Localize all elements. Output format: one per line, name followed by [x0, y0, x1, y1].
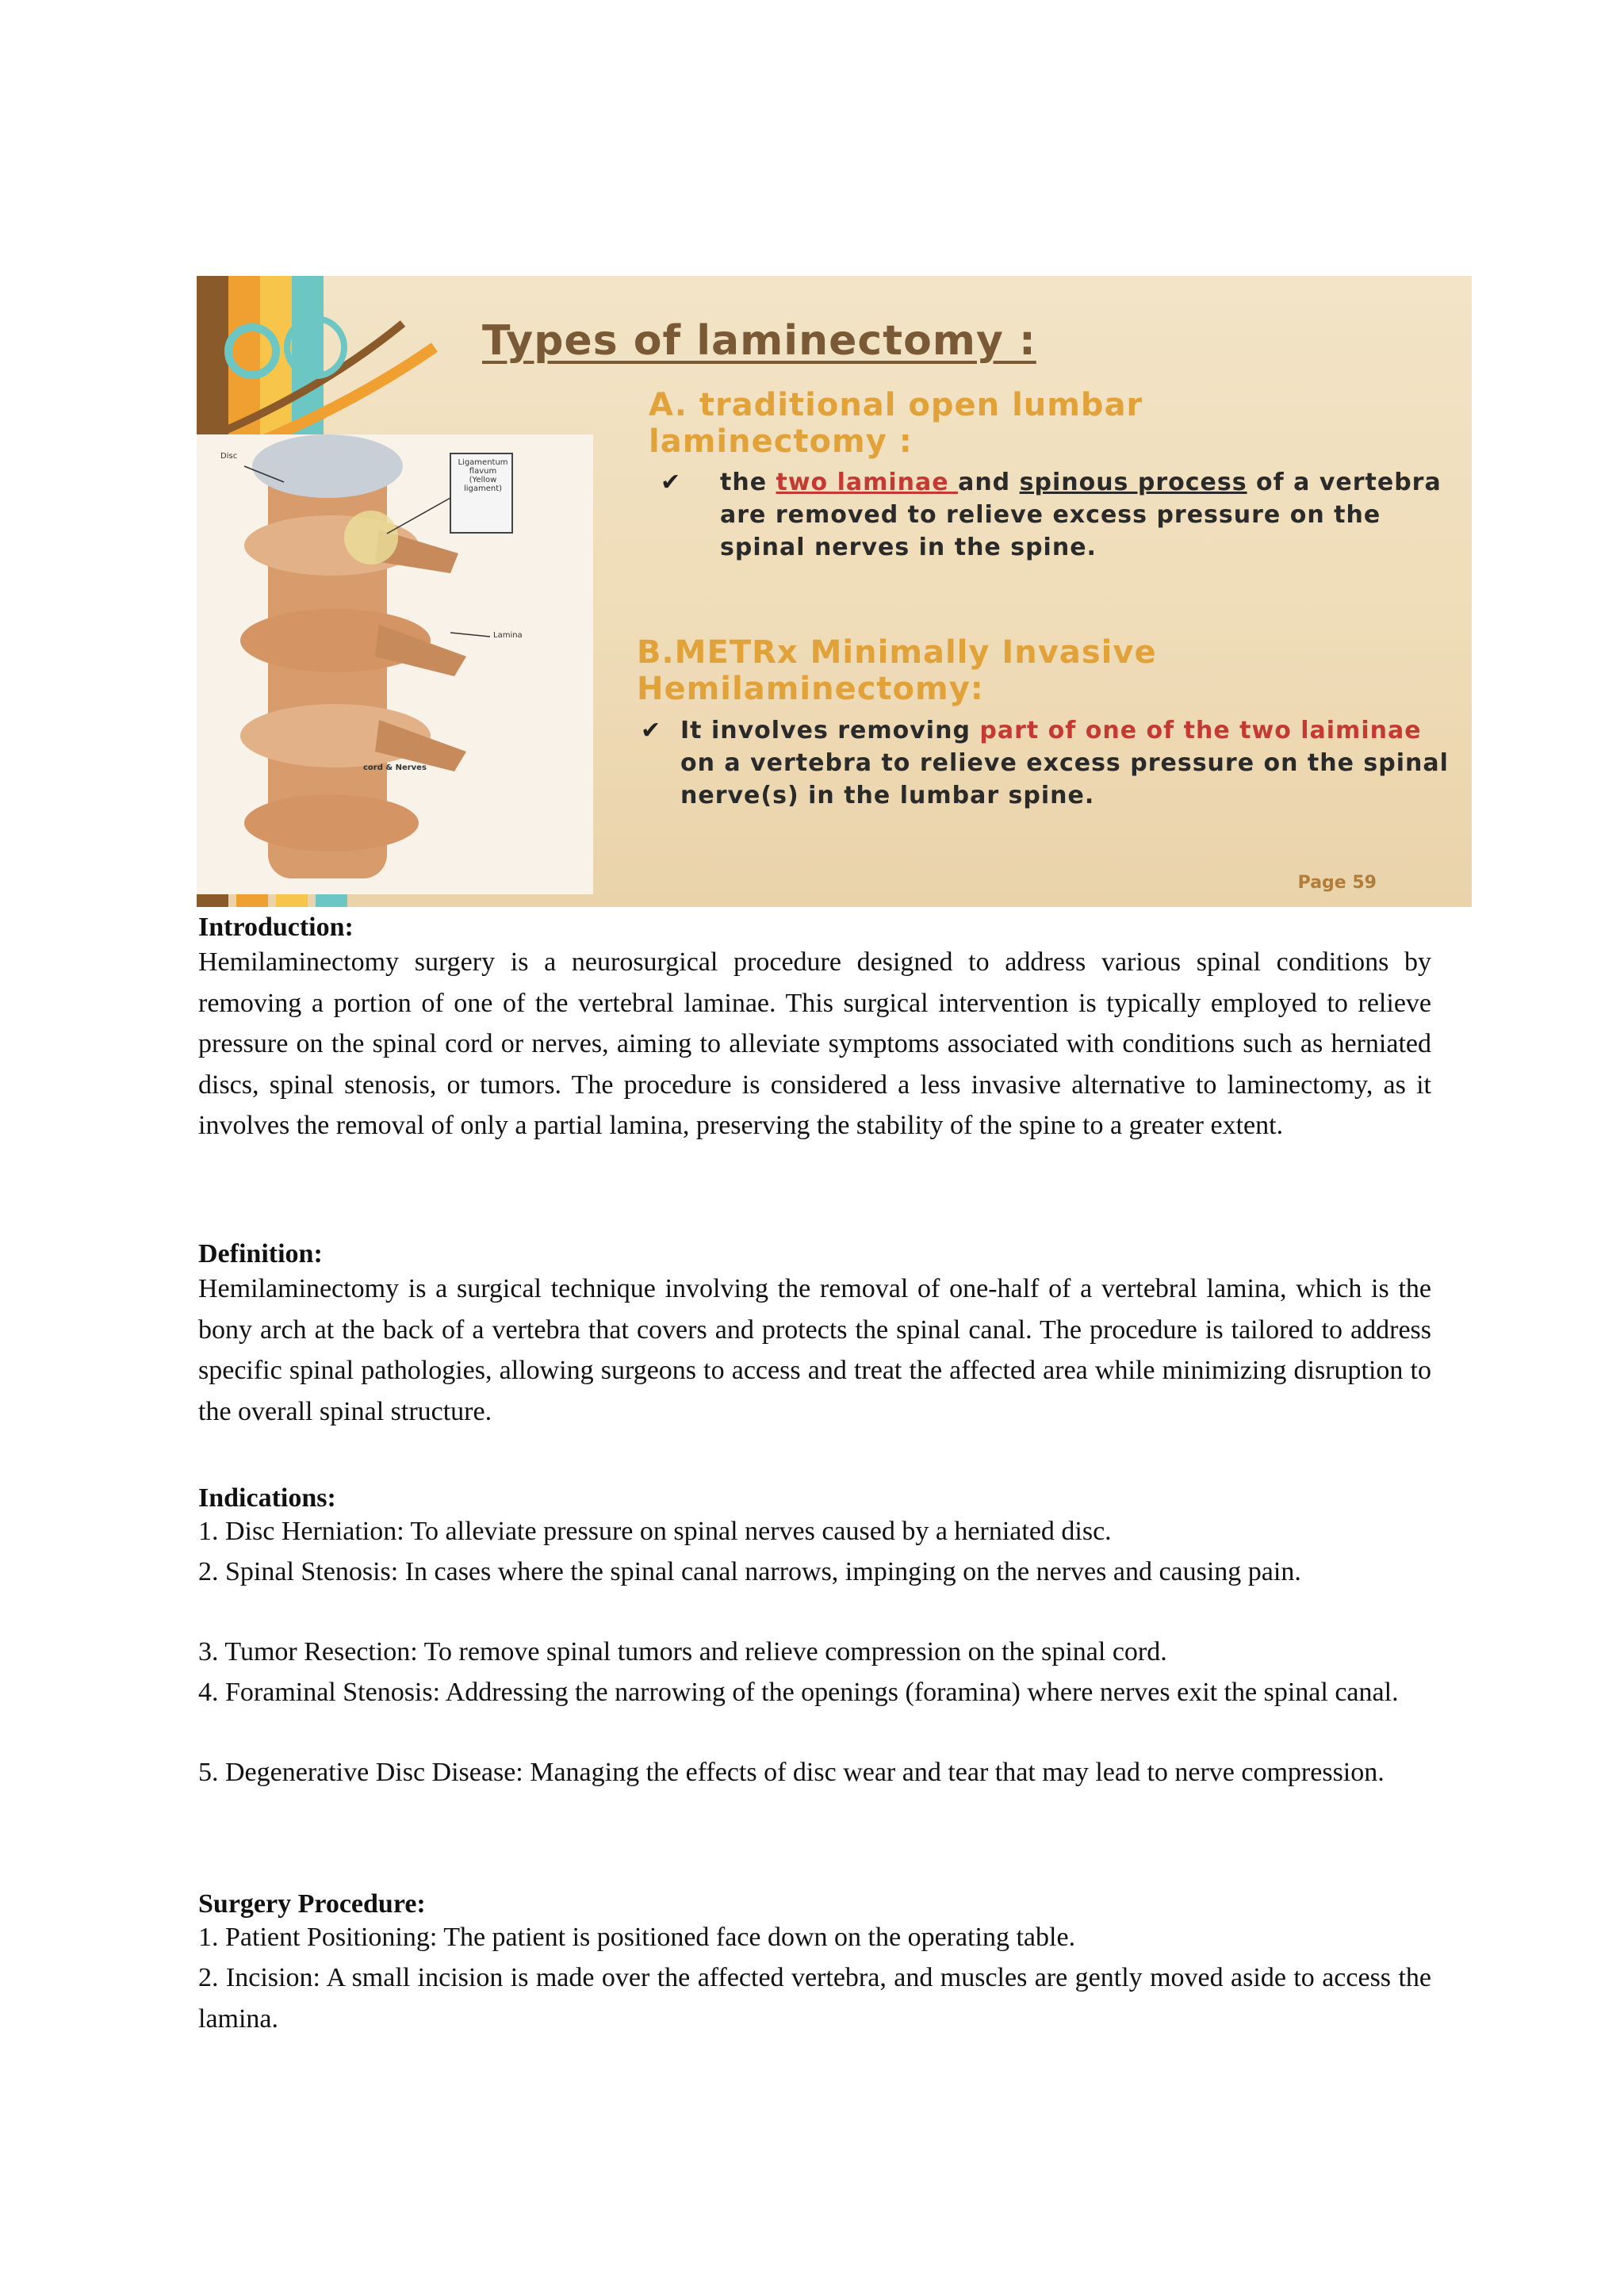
- spine-illustration: [197, 434, 593, 894]
- section-b-heading: B.METRx Minimally Invasive Hemilaminectomy:: [637, 634, 1157, 707]
- list-item: 3. Tumor Resection: To remove spinal tumors and relieve compression on the spinal cord.: [198, 1637, 1167, 1667]
- section-a-bullet: the two laminae and spinous process of a vertebra are removed to relieve excess pressure on the spinal nerves in the spine.: [720, 469, 1442, 561]
- section-a-heading: A. traditional open lumbar laminectomy :: [649, 387, 1143, 460]
- lamina-label: Lamina: [493, 631, 523, 640]
- ligament-label: Ligamentum flavum (Yellow ligament): [458, 458, 508, 493]
- section-b-bullet: It involves removing part of one of the two laiminae on a vertebra to relieve excess pressure on the spinal nerve(s) in the lumbar spine.: [680, 717, 1449, 809]
- list-item: 1. Patient Positioning: The patient is positioned face down on the operating table.: [198, 1923, 1076, 1952]
- spine-anatomy-image: [197, 434, 593, 894]
- cord-label: cord & Nerves: [363, 763, 427, 772]
- slide-page-ref: Page 59: [1297, 873, 1377, 893]
- introduction-text: Hemilaminectomy surgery is a neurosurgical procedure designed to address various spinal conditions by removing a portion of one of the vertebral laminae. This surgical intervention is typically employed to relieve pressure on the spinal cord or nerves, aiming to alleviate symptoms associated with conditions such as herniated discs, spinal stenosis, or tumors. The procedure is considered a less invasive alternative to laminectomy, as it involves the removal of only a partial lamina, preserving the stability of the spine to a greater extent.: [198, 947, 1431, 1140]
- procedure-heading: Surgery Procedure:: [198, 1889, 426, 1919]
- list-item: 2. Incision: A small incision is made over the affected vertebra, and muscles are gently moved aside to access the lamina.: [198, 1963, 1431, 2034]
- list-item: 1. Disc Herniation: To alleviate pressure on spinal nerves caused by a herniated disc.: [198, 1517, 1112, 1546]
- list-item: 2. Spinal Stenosis: In cases where the spinal canal narrows, impinging on the nerves and causing pain.: [198, 1557, 1301, 1586]
- indications-heading: Indications:: [198, 1483, 336, 1513]
- checkmark-icon: ✔: [641, 717, 661, 744]
- slide-image: [197, 276, 1472, 907]
- list-item: 5. Degenerative Disc Disease: Managing the effects of disc wear and tear that may lead to nerve compression.: [198, 1758, 1385, 1787]
- checkmark-icon: ✔: [661, 469, 681, 496]
- list-item: 4. Foraminal Stenosis: Addressing the narrowing of the openings (foramina) where nerves exit the spinal canal.: [198, 1678, 1399, 1707]
- definition-heading: Definition:: [198, 1239, 323, 1269]
- introduction-heading: Introduction:: [198, 913, 354, 942]
- disc-label: Disc: [220, 452, 238, 461]
- definition-text: Hemilaminectomy is a surgical technique involving the removal of one-half of a vertebral lamina, which is the bony arch at the back of a vertebra that covers and protects the spinal canal. The procedure is tailored to address specific spinal pathologies, allowing surgeons to access and treat the affected area while minimizing disruption to the overall spinal structure.: [198, 1274, 1431, 1426]
- slide-title: Types of laminectomy :: [482, 317, 1036, 365]
